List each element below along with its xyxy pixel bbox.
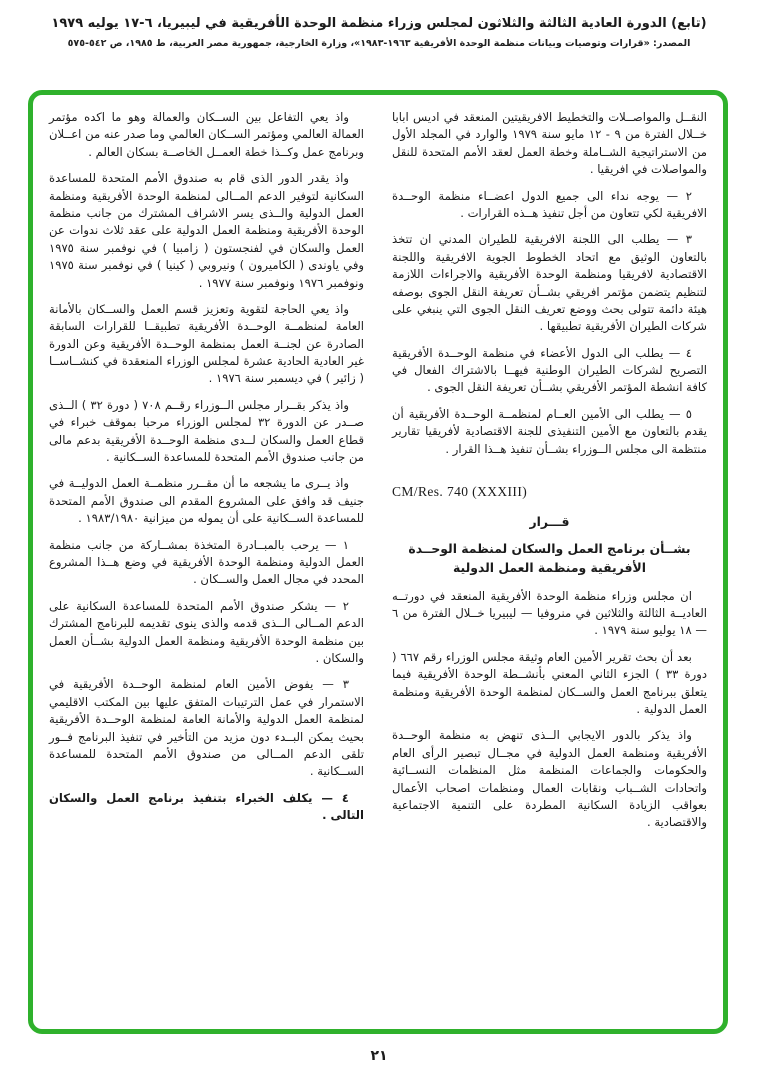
document-source-line: المصدر: «قرارات وتوصيات وبيانات منظمة الوحدة الأفريقية ١٩٦٣-١٩٨٣»، وزارة الخارجية، جمهورية مصر العربية، ط ١٩٨٥، ص ٥٤٢-٥٧٥ [67, 38, 691, 49]
paragraph: ٥ — يطلب الى الأمين العــام لمنظمــة الوحــدة الأفريقية أن يقدم بالتعاون مع الأمين التنفيذى للجنة الاقتصادية لأفريقيا تقارير منتظمة الى مجلس الــوزراء بشــأن تنفيذ هــذا القرار . [392, 406, 707, 456]
page-number: ٢١ [370, 1048, 388, 1064]
paragraph: واذ يعي التفاعل بين الســكان والعمالة وهو ما اكده مؤتمر العمالة العالمي ومؤتمر الســكان العالمي وما صدر عنه من اعــلان وبرنامج عمل وكــذا خطة العمــل الخاصــة بسكان العالم . [49, 110, 364, 159]
resolution-heading: قـــرار [529, 514, 570, 530]
content-frame [28, 90, 728, 1034]
paragraph: النقــل والمواصــلات والتخطيط الافريقيتين المنعقد في اديس ابابا خــلال الفترة من ٩ - ١٢ مايو سنة ١٩٧٩ والوارد في المجلد الأول من الاستراتيجية الشــاملة وخطة العمل لعقد الأمم المتحدة للنقل والمواصلات في افريقيا . [392, 110, 707, 177]
paragraph: ان مجلس وزراء منظمة الوحدة الأفريقية المنعقد في دورتــه العاديــة الثالثة والثلاثين في منروفيا — ليبيريا خــلال الفترة من ٦ — ١٨ يوليو سنة ١٩٧٩ . [392, 588, 707, 638]
paragraph: واذ يقدر الدور الذى قام به صندوق الأمم المتحدة للمساعدة السكانية لتوفير الدعم المــالى لمنظمة الوحدة الأفريقية ومنظمة العمل الدولية والــذى يسر الاشراف المشترك من جانب منظمة الوحدة الأفريقية ومنظمة العمل الدولية على عقد ثلاث ندوات عن العمل والسكان في لفنجستون ( زامبيا ) في نوفمبر سنة ١٩٧٥ وفي ياوندى ( الكاميرون ) ونيروبي ( كينيا ) في نوفمبر سنة ١٩٧٥ ونوفمبر ١٩٧٦ ونوفمبر سنة ١٩٧٧ . [49, 171, 364, 290]
resolution-title: بشــأن برنامج العمل والسكان لمنظمة الوحــدة الأفريقية ومنظمة العمل الدولية [408, 541, 691, 576]
text-columns [49, 109, 707, 1019]
right-column [392, 109, 707, 1019]
paragraph: ٢ — يشكر صندوق الأمم المتحدة للمساعدة السكانية على الدعم المــالى الــذى قدمه والذى ينوى تقديمه للبرنامج المشترك بين منظمة الوحدة الأفريقية ومنظمة العمل الدولية بشــأن العمل والسكان . [49, 598, 364, 665]
document-title: (تابع) الدورة العادية الثالثة والثلاثون لمجلس وزراء منظمة الوحدة الأفريقية في ليبيريا، ٦-١٧ يوليه ١٩٧٩ [51, 16, 707, 31]
paragraph: ٣ — يفوض الأمين العام لمنظمة الوحــدة الأفريقية في الاستمرار في عمل الترتيبات المتفق عليها بين المكتب الاقليمي لمنظمة العمل الدولية والأمانة العامة لمنظمة الوحــدة الأفريقية بحيث يمكن البــدء دون مزيد من التأخير في تنفيذ البرنامج فــور تلقى الدعم المــالى من صندوق الأمم المتحدة للمساعدة الســكانية . [49, 677, 364, 779]
paragraph: ٤ — يطلب الى الدول الأعضاء في منظمة الوحــدة الأفريقية التصريح لشركات الطيران الوطنية فيهــا بالاشتراك الفعال في كافة انشطة المؤتمر الأفريقي بشــأن تعريفة النقل الجوى . [392, 345, 707, 395]
paragraph: بعد أن بحث تقرير الأمين العام وثيقة مجلس الوزراء رقم ٦٦٧ ( دورة ٣٣ ) الجزء الثاني المعني بأنشــطة الوحدة الأفريقية فيما يتعلق ببرنامج العمل والســكان لمنظمة الوحدة الأفريقية ومنظمة العمل الدولية . [392, 649, 707, 717]
paragraph: واذ يذكر بالدور الايجابي الــذى تنهض به منظمة الوحــدة الأفريقية ومنظمة العمل الدولية في مجــال تبصير الرأى العام والحكومات والجماعات المنظمة مثل المنظمات النســائية واتحادات الشــباب ونقابات العمال ومنظمات اصحاب الأعمال بعواقب الزيادة السكانية المطردة على التنمية الاجتماعية والاقتصادية . [392, 728, 707, 830]
paragraph: واذ يذكر بقــرار مجلس الــوزراء رقــم ٧٠٨ ( دورة ٣٢ ) الــذى صــدر عن الدورة ٣٢ لمجلس الوزراء مرحبا بموقف خبراء في قطاع العمل والسكان لــدى منظمة الوحــدة الأفريقية بدعم مالى من جانب صندوق الأمم المتحدة للمساعدة الســكانية . [49, 397, 364, 465]
page-header [0, 0, 758, 49]
paragraph: ٣ — يطلب الى اللجنة الافريقية للطيران المدني ان تتخذ بالتعاون الوثيق مع اتحاد الخطوط الجوية الافريقية واللجنة الاقتصادية لافريقيا ومنظمة الوحدة الأفريقية والاجراءات اللازمة لتنظيم يتضمن مؤتمر افريقي بشــأن تعريفة النقل الجوى بوصفه هيئة دائمة تتولى بحث ووضع تعريف النقل الجوى التي ينبغي على شركات الطيران الأفريقية تطبيقها . [392, 232, 707, 334]
left-column [49, 109, 364, 1019]
paragraph: ١ — يرحب بالمبــادرة المتخذة بمشــاركة من جانب منظمة العمل الدولية ومنظمة الوحدة الأفريقية في وضع هــذا المشروع المحدد في مجال العمل والســكان . [49, 537, 364, 587]
paragraph: واذ يــرى ما يشجعه ما أن مقــرر منظمــة العمل الدوليــة في جنيف قد وافق على المشروع المقدم الى صندوق الأمم المتحدة للمساعدة الســكانية على أن يموله من ميزانية ١٩٨٣/١٩٨٠ . [49, 476, 364, 526]
paragraph: ٢ — يوجه نداء الى جميع الدول اعضــاء منظمة الوحــدة الافريقية لكي تتعاون من أجل تنفيذ هــذه القرارات . [392, 188, 707, 220]
paragraph: واذ يعي الحاجة لتقوية وتعزيز قسم العمل والســكان بالأمانة العامة لمنظمــة الوحــدة الأفريقية تطبيقــا للقرارات السابقة الصادرة عن لجنــة العمل بمنظمة الوحــدة الأفريقية وعن الدورة غير العادية الحادية عشرة لمجلس الوزراء المنعقدة في كنشــاســا ( زائير ) في ديسمبر سنة ١٩٧٦ . [49, 301, 364, 386]
resolution-reference: CM/Res. 740 (XXXIII) [392, 484, 528, 500]
paragraph-directive: ٤ — يكلف الخبراء بتنفيذ برنامج العمل والسكان التالى . [49, 790, 364, 823]
